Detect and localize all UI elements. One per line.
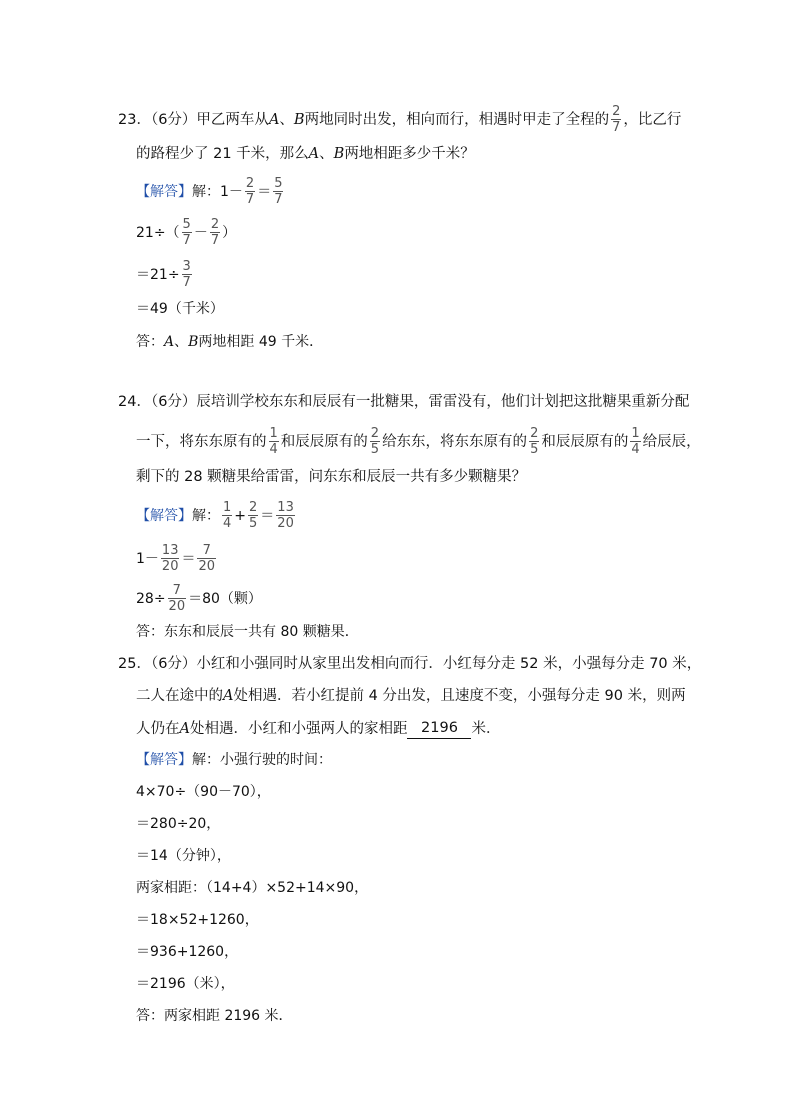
q25-step1 [136,782,271,802]
fraction: 5 7 [182,217,191,248]
q24-line1 [118,392,689,412]
expr: 28÷ [136,590,166,607]
q25-step2 [136,814,220,834]
q24-line2 [136,426,701,457]
q25-line2 [136,686,686,706]
expr: ＝21÷ [136,266,180,283]
q23-solution-step3 [136,259,194,290]
expr: ） [222,224,237,241]
fraction: 2 5 [530,426,539,457]
q25-text: 处相遇．小红和小强两人的家相距 [189,720,408,737]
q23-text: ，比乙行 [623,111,682,128]
q24-solution-step2 [136,543,218,574]
q23-text: 两地相距多少千米？ [344,146,475,162]
fraction: 1 4 [631,426,640,457]
q23-point-b: B [333,146,345,162]
q25-line1 [118,654,701,674]
q25-point-a: A [179,720,190,737]
q24-text: 一下，将东东原有的 [136,433,267,450]
q24-text: 和辰辰原有的 [280,433,368,450]
q25-solution-intro [136,750,332,770]
q24-text: 给东东，将东东原有的 [382,433,528,450]
q23-solution-step1 [136,176,285,207]
q23-point-a: A [308,146,320,162]
q23-fraction: 2 7 [612,104,621,135]
equals: ＝ [260,507,275,524]
q25-answer [136,1006,293,1026]
q25-step7 [136,974,235,994]
equals: ＝ [257,183,272,200]
q23-text: 23．（6分）甲乙两车从 [118,111,269,128]
expr: ＝80（颗） [188,590,262,607]
q25-step5 [136,910,259,930]
fraction: 5 7 [274,176,283,207]
solution-label: 解：小强行驶的时间： [192,752,332,768]
fraction: 2 7 [210,217,220,248]
fraction: 7 20 [198,543,216,574]
expr: ＝49（千米） [136,301,224,317]
expr: 1－ [136,550,159,567]
q23-text: 两地同时出发，相向而行，相遇时甲走了全程的 [304,111,610,128]
q25-text: 人仍在 [136,720,180,737]
answer-tag: 【解答】 [136,752,192,768]
q23-sep: 、 [279,111,294,128]
q23-point-b: B [293,111,305,128]
q23-line2 [136,144,475,164]
q25-step4 [136,878,368,898]
answer-text: 答： [136,334,164,350]
q23-text: 的路程少了 21 千米，那么 [136,146,309,162]
q25-text: 处相遇．若小红提前 4 分出发，且速度不变，小强每分走 90 米，则两 [233,688,686,704]
expr: 两家相距：（14+4）×52+14×90， [136,880,369,896]
solution-label: 解： [192,183,220,200]
q25-step3 [136,846,231,866]
fraction: $\frac{7}{20}$ [168,583,186,614]
fraction: 2 5 [370,426,380,457]
expr: ＝14（分钟）， [136,848,231,864]
q23-point-b: B [188,334,199,350]
answer-tag: 【解答】 [136,183,192,200]
expr: ＝936+1260， [136,944,239,960]
fraction: 2 7 [245,176,255,207]
q25-line3 [136,718,500,739]
fraction: $\frac{2}{5}$ [249,500,258,531]
expr: 1－ [220,183,243,200]
minus: － [193,224,208,241]
expr: ＝280÷20， [136,816,221,832]
equals: ＝ [181,550,196,567]
q23-point-a: A [268,111,280,128]
q25-text: 25．（6分）小红和小强同时从家里出发相向而行．小红每分走 52 米，小强每分走 70 米， [118,656,702,672]
q23-solution-step4 [136,299,224,319]
q24-solution-step1 [136,500,297,531]
q23-solution-step2 [136,217,236,248]
fraction: $\frac{3}{7}$ [182,259,191,290]
expr: ＝18×52+1260， [136,912,259,928]
q24-line3 [136,467,526,487]
expr: ＝2196（米）， [136,976,235,992]
answer-tag: 【解答】 [136,507,192,524]
fraction: 1 4 [269,426,278,457]
q24-text: 和辰辰原有的 [541,433,629,450]
q24-text: 给辰辰， [642,433,701,450]
q23-answer [136,332,323,352]
answer-text: 答：两家相距 2196 米． [136,1008,293,1024]
q25-point-a: A [223,688,234,704]
q23-line1 [118,104,681,135]
q24-text: 24．（6分）辰培训学校东东和辰辰有一批糖果，雷雷没有，他们计划把这批糖果重新分配 [118,394,690,410]
q25-text: 米． [471,720,501,737]
fraction: 13 20 [161,543,179,574]
q25-text: 二人在途中的 [136,688,223,704]
q24-text: 剩下的 28 颗糖果给雷雷，问东东和辰辰一共有多少颗糖果？ [136,469,527,485]
q23-sep: 、 [319,146,334,162]
expr: 21÷（ [136,224,180,241]
answer-text: 答：东东和辰辰一共有 80 颗糖果． [136,624,359,640]
answer-blank: 2196 [407,718,471,739]
q24-solution-step3 [136,583,262,614]
expr: 4×70÷（90－70）， [136,784,271,800]
q24-answer [136,622,359,642]
q23-sep: 、 [174,334,189,350]
fraction: 13 20 [277,500,294,531]
fraction: 1 4 [223,500,232,531]
plus: + [234,507,247,524]
solution-label: 解： [192,507,220,524]
q23-point-a: A [164,334,175,350]
q25-step6 [136,942,238,962]
answer-text: 两地相距 49 千米． [198,334,324,350]
